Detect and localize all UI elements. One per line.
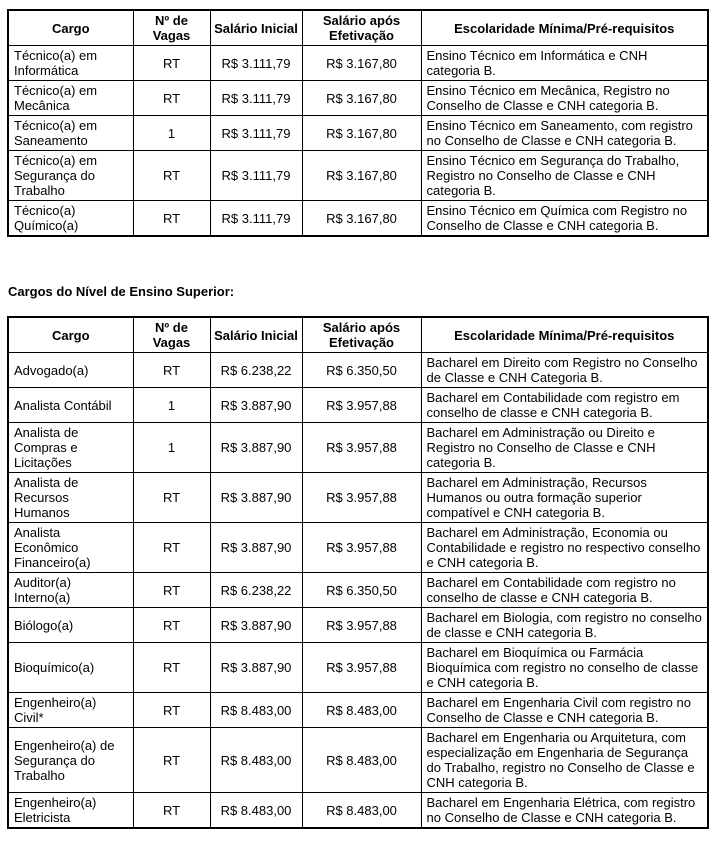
salario-apos-cell: R$ 3.957,88 bbox=[302, 523, 421, 573]
cargo-cell: Analista Econômico Financeiro(a) bbox=[8, 523, 133, 573]
salario-apos-cell: R$ 3.167,80 bbox=[302, 46, 421, 81]
salario-apos-cell: R$ 3.957,88 bbox=[302, 643, 421, 693]
salario-apos-cell: R$ 3.167,80 bbox=[302, 151, 421, 201]
salario-inicial-cell: R$ 3.111,79 bbox=[210, 201, 302, 237]
salario-apos-cell: R$ 3.957,88 bbox=[302, 388, 421, 423]
vagas-cell: RT bbox=[133, 201, 210, 237]
table-row bbox=[8, 643, 708, 693]
cargo-cell: Engenheiro(a) de Segurança do Trabalho bbox=[8, 728, 133, 793]
salario-inicial-cell: R$ 3.887,90 bbox=[210, 473, 302, 523]
table-row bbox=[8, 608, 708, 643]
col-header-vagas: Nº de Vagas bbox=[133, 317, 210, 353]
salario-inicial-cell: R$ 3.111,79 bbox=[210, 116, 302, 151]
cargo-cell: Bioquímico(a) bbox=[8, 643, 133, 693]
table-row bbox=[8, 201, 708, 237]
col-header-escolaridade: Escolaridade Mínima/Pré-requisitos bbox=[421, 10, 708, 46]
salario-inicial-cell: R$ 3.111,79 bbox=[210, 46, 302, 81]
cargo-cell: Técnico(a) em Segurança do Trabalho bbox=[8, 151, 133, 201]
salario-apos-cell: R$ 6.350,50 bbox=[302, 353, 421, 388]
col-header-salario-apos: Salário após Efetivação bbox=[302, 10, 421, 46]
salario-inicial-cell: R$ 3.111,79 bbox=[210, 151, 302, 201]
salario-inicial-cell: R$ 3.887,90 bbox=[210, 643, 302, 693]
salario-inicial-cell: R$ 6.238,22 bbox=[210, 573, 302, 608]
cargo-cell: Engenheiro(a) Civil* bbox=[8, 693, 133, 728]
escolaridade-cell: Bacharel em Administração ou Direito e Registro no Conselho de Classe e CNH categoria B. bbox=[421, 423, 708, 473]
salario-inicial-cell: R$ 3.887,90 bbox=[210, 423, 302, 473]
technical-jobs-rows bbox=[8, 46, 708, 237]
vagas-cell: RT bbox=[133, 608, 210, 643]
table-row bbox=[8, 151, 708, 201]
higher-education-jobs-rows bbox=[8, 353, 708, 829]
cargo-cell: Analista Contábil bbox=[8, 388, 133, 423]
salario-apos-cell: R$ 3.167,80 bbox=[302, 201, 421, 237]
table-row bbox=[8, 728, 708, 793]
salario-apos-cell: R$ 3.957,88 bbox=[302, 473, 421, 523]
vagas-cell: RT bbox=[133, 643, 210, 693]
salario-inicial-cell: R$ 8.483,00 bbox=[210, 793, 302, 829]
col-header-salario-apos: Salário após Efetivação bbox=[302, 317, 421, 353]
col-header-cargo: Cargo bbox=[8, 317, 133, 353]
vagas-cell: RT bbox=[133, 473, 210, 523]
salario-inicial-cell: R$ 3.887,90 bbox=[210, 523, 302, 573]
table-header-row bbox=[8, 10, 708, 46]
vagas-cell: RT bbox=[133, 693, 210, 728]
vagas-cell: RT bbox=[133, 793, 210, 829]
salario-apos-cell: R$ 8.483,00 bbox=[302, 728, 421, 793]
salario-apos-cell: R$ 8.483,00 bbox=[302, 693, 421, 728]
salario-apos-cell: R$ 8.483,00 bbox=[302, 793, 421, 829]
table-header-row bbox=[8, 317, 708, 353]
salario-inicial-cell: R$ 3.887,90 bbox=[210, 388, 302, 423]
cargo-cell: Técnico(a) em Mecânica bbox=[8, 81, 133, 116]
escolaridade-cell: Bacharel em Engenharia ou Arquitetura, com especialização em Engenharia de Segurança do Trabalho, registro no Conselho de Classe e CNH categoria B. bbox=[421, 728, 708, 793]
higher-education-jobs-table bbox=[7, 316, 709, 829]
salario-apos-cell: R$ 3.167,80 bbox=[302, 116, 421, 151]
escolaridade-cell: Ensino Técnico em Mecânica, Registro no Conselho de Classe e CNH categoria B. bbox=[421, 81, 708, 116]
table-row bbox=[8, 793, 708, 829]
escolaridade-cell: Bacharel em Contabilidade com registro no conselho de classe e CNH categoria B. bbox=[421, 573, 708, 608]
vagas-cell: RT bbox=[133, 353, 210, 388]
salario-apos-cell: R$ 3.957,88 bbox=[302, 423, 421, 473]
col-header-salario-inicial: Salário Inicial bbox=[210, 317, 302, 353]
escolaridade-cell: Bacharel em Engenharia Civil com registro no Conselho de Classe e CNH categoria B. bbox=[421, 693, 708, 728]
salario-inicial-cell: R$ 8.483,00 bbox=[210, 693, 302, 728]
escolaridade-cell: Bacharel em Bioquímica ou Farmácia Bioquímica com registro no conselho de classe e CNH categoria B. bbox=[421, 643, 708, 693]
vagas-cell: RT bbox=[133, 573, 210, 608]
salario-apos-cell: R$ 3.167,80 bbox=[302, 81, 421, 116]
table-row bbox=[8, 81, 708, 116]
cargo-cell: Técnico(a) em Informática bbox=[8, 46, 133, 81]
cargo-cell: Técnico(a) Químico(a) bbox=[8, 201, 133, 237]
salario-apos-cell: R$ 6.350,50 bbox=[302, 573, 421, 608]
vagas-cell: 1 bbox=[133, 388, 210, 423]
table-row bbox=[8, 693, 708, 728]
vagas-cell: 1 bbox=[133, 116, 210, 151]
salario-apos-cell: R$ 3.957,88 bbox=[302, 608, 421, 643]
table-row bbox=[8, 116, 708, 151]
cargo-cell: Analista de Recursos Humanos bbox=[8, 473, 133, 523]
escolaridade-cell: Ensino Técnico em Informática e CNH categoria B. bbox=[421, 46, 708, 81]
col-header-salario-inicial: Salário Inicial bbox=[210, 10, 302, 46]
vagas-cell: RT bbox=[133, 81, 210, 116]
col-header-escolaridade: Escolaridade Mínima/Pré-requisitos bbox=[421, 317, 708, 353]
salario-inicial-cell: R$ 8.483,00 bbox=[210, 728, 302, 793]
technical-jobs-table bbox=[7, 9, 709, 237]
escolaridade-cell: Bacharel em Administração, Economia ou Contabilidade e registro no respectivo conselho e CNH categoria B. bbox=[421, 523, 708, 573]
escolaridade-cell: Bacharel em Direito com Registro no Conselho de Classe e CNH Categoria B. bbox=[421, 353, 708, 388]
table-row bbox=[8, 423, 708, 473]
table-row bbox=[8, 46, 708, 81]
section-heading: Cargos do Nível de Ensino Superior: bbox=[8, 284, 235, 299]
table-row bbox=[8, 573, 708, 608]
vagas-cell: RT bbox=[133, 728, 210, 793]
vagas-cell: 1 bbox=[133, 423, 210, 473]
salario-inicial-cell: R$ 3.887,90 bbox=[210, 608, 302, 643]
cargo-cell: Técnico(a) em Saneamento bbox=[8, 116, 133, 151]
escolaridade-cell: Bacharel em Biologia, com registro no conselho de classe e CNH categoria B. bbox=[421, 608, 708, 643]
col-header-vagas: Nº de Vagas bbox=[133, 10, 210, 46]
table-row bbox=[8, 353, 708, 388]
salario-inicial-cell: R$ 3.111,79 bbox=[210, 81, 302, 116]
vagas-cell: RT bbox=[133, 46, 210, 81]
vagas-cell: RT bbox=[133, 151, 210, 201]
salario-inicial-cell: R$ 6.238,22 bbox=[210, 353, 302, 388]
escolaridade-cell: Ensino Técnico em Química com Registro no Conselho de Classe e CNH categoria B. bbox=[421, 201, 708, 237]
escolaridade-cell: Ensino Técnico em Saneamento, com registro no Conselho de Classe e CNH categoria B. bbox=[421, 116, 708, 151]
cargo-cell: Advogado(a) bbox=[8, 353, 133, 388]
table-row bbox=[8, 388, 708, 423]
cargo-cell: Biólogo(a) bbox=[8, 608, 133, 643]
cargo-cell: Analista de Compras e Licitações bbox=[8, 423, 133, 473]
escolaridade-cell: Bacharel em Contabilidade com registro em conselho de classe e CNH categoria B. bbox=[421, 388, 708, 423]
escolaridade-cell: Bacharel em Engenharia Elétrica, com registro no Conselho de Classe e CNH categoria B. bbox=[421, 793, 708, 829]
cargo-cell: Auditor(a) Interno(a) bbox=[8, 573, 133, 608]
col-header-cargo: Cargo bbox=[8, 10, 133, 46]
table-row bbox=[8, 523, 708, 573]
escolaridade-cell: Bacharel em Administração, Recursos Humanos ou outra formação superior compatível e CNH categoria B. bbox=[421, 473, 708, 523]
table-row bbox=[8, 473, 708, 523]
vagas-cell: RT bbox=[133, 523, 210, 573]
cargo-cell: Engenheiro(a) Eletricista bbox=[8, 793, 133, 829]
escolaridade-cell: Ensino Técnico em Segurança do Trabalho, Registro no Conselho de Classe e CNH categoria B. bbox=[421, 151, 708, 201]
